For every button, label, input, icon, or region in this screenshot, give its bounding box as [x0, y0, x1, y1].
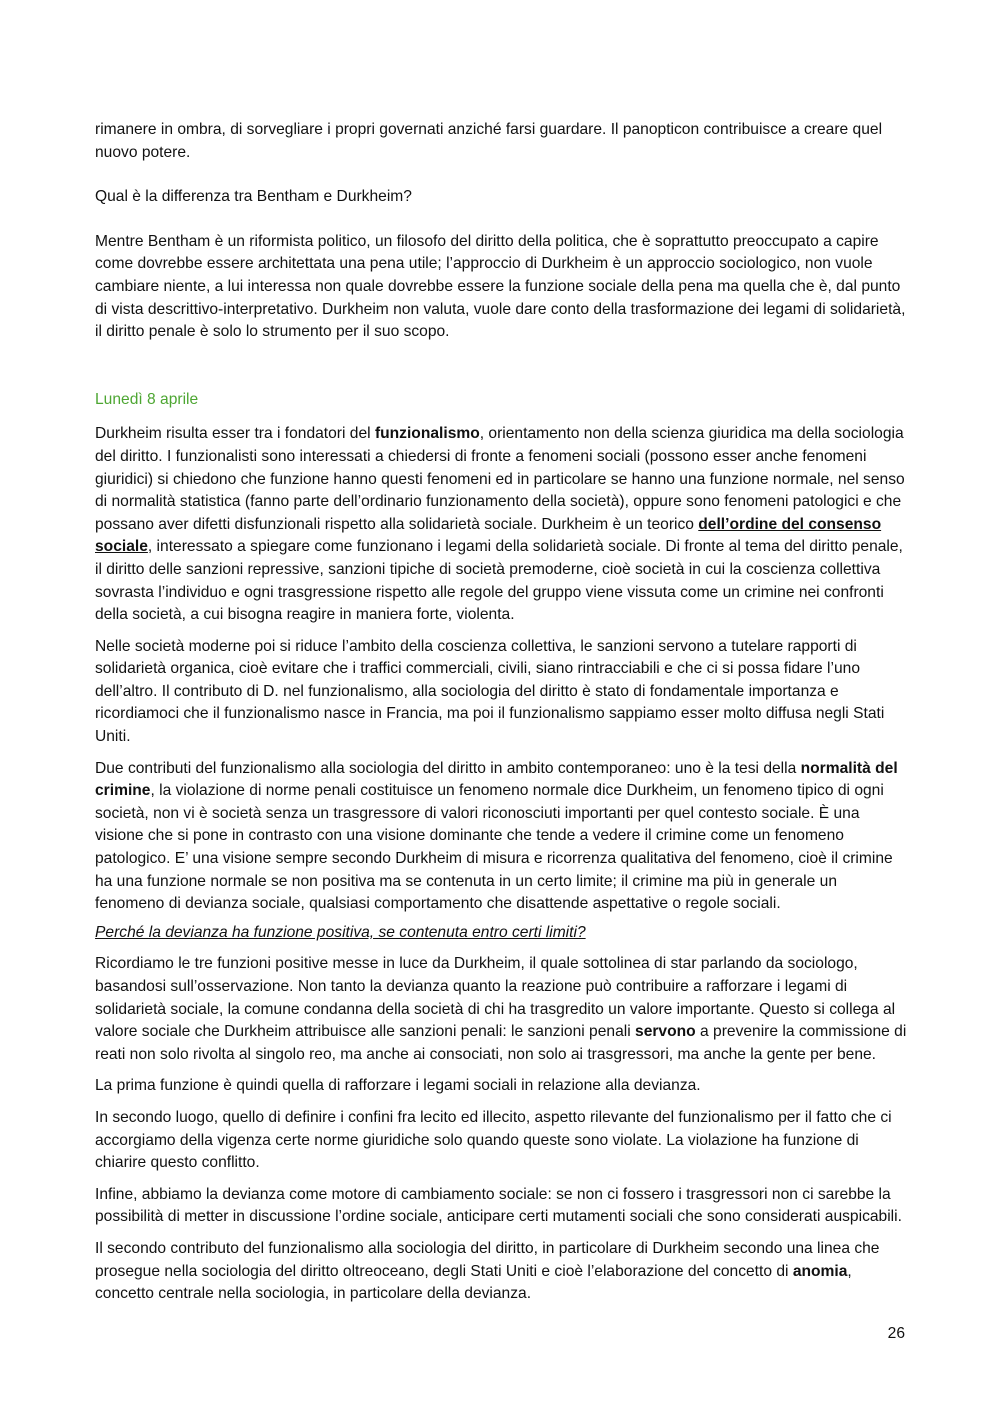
question-devianza-positiva: Perché la devianza ha funzione positiva, se contenuta entro certi limiti?	[95, 923, 586, 941]
paragraph-funzionalismo	[95, 423, 907, 626]
text-run: Il secondo contributo del funzionalismo alla sociologia del diritto, in particolare di Durkheim secondo una linea che prosegue nella sociologia del diritto oltreoceano, degli Stati Uniti e cioè l’elaborazione del concetto di	[95, 1239, 880, 1280]
text-run: Durkheim risulta esser tra i fondatori del	[95, 425, 375, 443]
text-run: , la violazione di norme penali costituisce un fenomeno normale dice Durkheim, un fenomeno tipico di ogni società, non vi è società senza un trasgressore di valori riconosciuti importanti per quel contesto sociale. È una visione che si pone in contrasto con una visione dominante che tende a vedere il crimine come un fenomeno patologico. E’ una visione sempre secondo Durkheim di misura e ricorrenza qualitativa del fenomeno, cioè il crimine ha una funzione normale se non positiva ma se contenuta in un certo limite; il crimine ma più in generale un fenomeno di devianza sociale, qualsiasi comportamento che disattende aspettative o regole sociali.	[95, 782, 893, 913]
term-servono: servono	[635, 1023, 696, 1041]
paragraph-infine: Infine, abbiamo la devianza come motore di cambiamento sociale: se non ci fossero i trasgressori non ci sarebbe la possibilità di metter in discussione l’ordine sociale, anticipare certi mutamenti sociali che sono considerati auspicabili.	[95, 1185, 902, 1226]
text-run: , concetto centrale nella sociologia, in particolare della devianza.	[95, 1262, 852, 1303]
text-run: , interessato a spiegare come funzionano i legami della solidarietà sociale. Di fronte al tema del diritto penale, il diritto delle sanzioni repressive, sanzioni tipiche di società premoderne, cioè società in cui la coscienza collettiva sovrasta l’individuo e ogni trasgressione rispetto alle regole del gruppo viene vissuta come un crimine nei confronti della società, a cui bisogna reagire in maniera forte, violenta.	[95, 538, 903, 624]
text-run: a prevenire la commissione di reati non solo rivolta al singolo reo, ma anche ai consociati, non solo ai trasgressori, ma anche la gente per bene.	[95, 1023, 907, 1063]
text-run: Due contributi del funzionalismo alla sociologia del diritto in ambito contemporaneo: uno è la tesi della	[95, 759, 801, 777]
page-number: 26	[887, 1325, 905, 1342]
question-bentham-durkheim: Qual è la differenza tra Bentham e Durkheim?	[95, 188, 412, 206]
paragraph-prima-funzione: La prima funzione è quindi quella di rafforzare i legami sociali in relazione alla devianza.	[95, 1077, 701, 1095]
paragraph-normalita-crimine	[95, 758, 907, 916]
term-ordine-consenso-sociale: dell’ordine del consenso sociale	[95, 515, 882, 556]
paragraph-anomia	[95, 1238, 907, 1306]
page-body	[95, 119, 907, 1306]
term-normalita-crimine: normalità del crimine	[95, 759, 898, 800]
paragraph-tre-funzioni	[95, 953, 907, 1066]
term-anomia: anomia	[792, 1262, 848, 1280]
paragraph-societa-moderne: Nelle società moderne poi si riduce l’ambito della coscienza collettiva, le sanzioni servono a tutelare rapporti di solidarietà organica, cioè evitare che i traffici commerciali, civili, siano rintracciabili e che ci si possa fidare l’uno dell’altro. Il contributo di D. nel funzionalismo, alla sociologia del diritto è stato di fondamentale importanza e ricordiamoci che il funzionalismo nasce in Francia, ma poi il funzionalismo sappiamo esser molto diffusa negli Stati Uniti.	[95, 637, 885, 746]
paragraph-panopticon: rimanere in ombra, di sorvegliare i propri governati anziché farsi guardare. Il panopticon contribuisce a creare quel nuovo potere.	[95, 121, 883, 161]
text-run: Ricordiamo le tre funzioni positive messe in luce da Durkheim, il quale sottolinea di star parlando da sociologo, basandosi sull’osservazione. Non tanto la devianza quanto la reazione può contribuire a rafforzare i legami di solidarietà sociale, la comune condanna della società di chi ha trasgredito un valore importante. Questo si collega al valore sociale che Durkheim attribuisce alle sanzioni penali: le sanzioni penali	[95, 955, 896, 1041]
paragraph-bentham-durkheim-difference: Mentre Bentham è un riformista politico, un filosofo del diritto della politica, che è soprattutto preoccupato a capire come dovrebbe essere architettata una pena utile; l’approccio di Durkheim è un approccio sociologico, non vuole cambiare niente, a lui interessa non quale dovrebbe essere la funzione sociale della pena ma quella che è, dal punto di vista descrittivo-interpretativo. Durkheim non valuta, vuole dare conto della trasformazione dei legami di solidarietà, il diritto penale è solo lo strumento per il suo scopo.	[95, 232, 906, 341]
term-funzionalismo: funzionalismo	[374, 425, 480, 443]
date-heading: Lunedì 8 aprile	[95, 390, 199, 408]
text-run: , orientamento non della scienza giuridica ma della sociologia del diritto. I funzionalisti sono interessati a chiedersi di fronte a fenomeni sociali (possono esser anche fenomeni giuridici) si chiedono che funzione hanno questi fenomeni ed in particolare se hanno una funzione normale, nel senso di normalità statistica (fanno parte dell’ordinario funzionamento della società), oppure sono fenomeni patologici e che possano aver difetti disfunzionali rispetto alla solidarietà sociale. Durkheim è un teorico	[95, 425, 905, 533]
paragraph-secondo-luogo: In secondo luogo, quello di definire i confini fra lecito ed illecito, aspetto rilevante del funzionalismo per il fatto che ci accorgiamo della vigenza certe norme giuridiche solo quando queste sono violate. La violazione ha funzione di chiarire questo conflitto.	[95, 1108, 892, 1172]
